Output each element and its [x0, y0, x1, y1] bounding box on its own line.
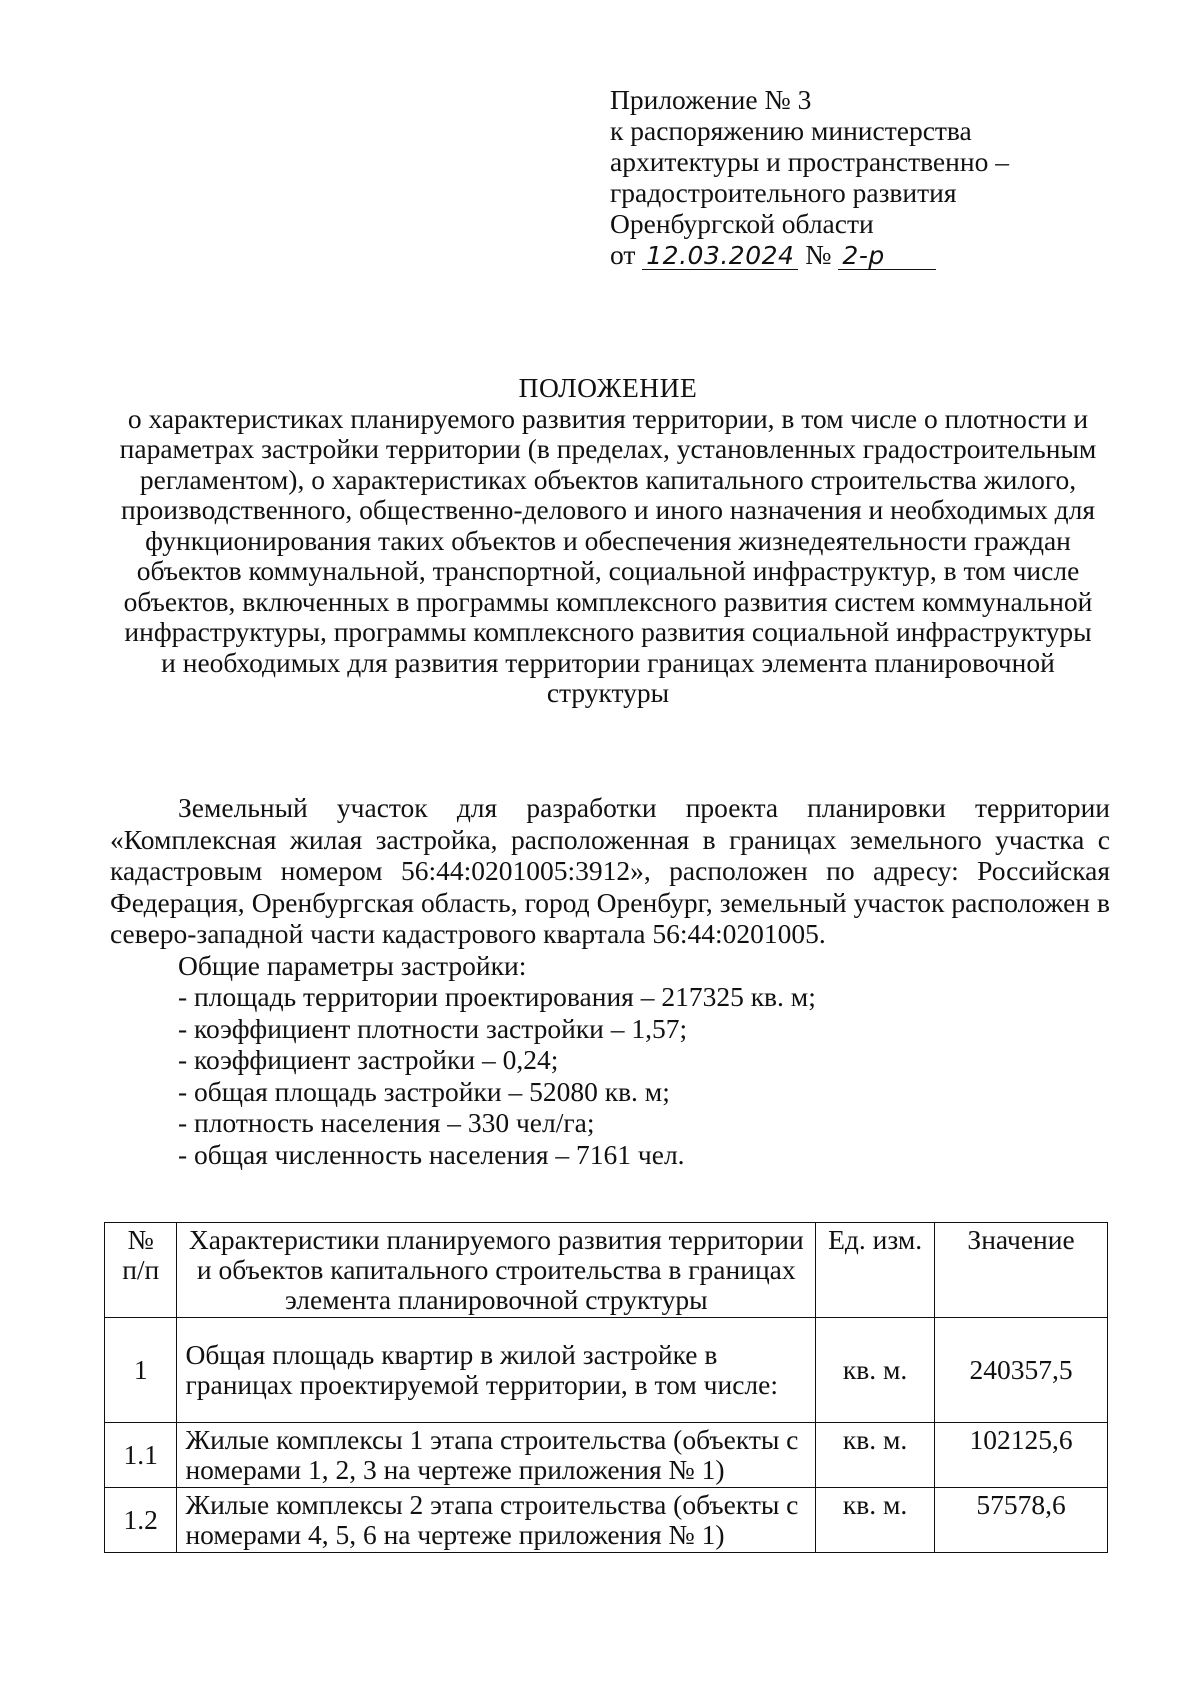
title-line: объектов коммунальной, транспортной, социальной инфраструктур, в том числе: [136, 555, 1080, 586]
appendix-line: архитектуры и пространственно –: [610, 146, 1009, 177]
number-label: №: [805, 239, 832, 270]
characteristics-table: [104, 1222, 1108, 1553]
document-title: [108, 373, 1108, 709]
handwritten-number: 2-р: [838, 243, 936, 270]
header-num: № п/п: [105, 1223, 177, 1318]
appendix-header: [610, 84, 1009, 270]
param-item: - плотность населения – 330 чел/га;: [178, 1107, 595, 1138]
row-value: 102125,6: [935, 1423, 1108, 1488]
params-list: [110, 981, 1110, 1170]
row-unit: кв. м.: [816, 1318, 935, 1423]
appendix-line: Оренбургской области: [610, 208, 874, 239]
row-num: 1: [105, 1318, 177, 1423]
document-body: [110, 792, 1110, 1170]
header-unit: Ед. изм.: [816, 1223, 935, 1318]
row-desc: Общая площадь квартир в жилой застройке в границах проектируемой территории, в том числе:: [177, 1318, 816, 1423]
param-item: - площадь территории проектирования – 217325 кв. м;: [178, 981, 816, 1012]
param-item: - коэффициент плотности застройки – 1,57;: [178, 1012, 688, 1044]
header-desc: Характеристики планируемого развития территории и объектов капитального строительства в границах элемента планировочной структуры: [177, 1223, 816, 1318]
title-line: структуры: [546, 677, 670, 708]
params-heading: Общие параметры застройки:: [178, 949, 527, 981]
row-unit: кв. м.: [816, 1488, 935, 1553]
row-num: 1.1: [105, 1423, 177, 1488]
appendix-line: градостроительного развития: [610, 177, 957, 208]
row-num: 1.2: [105, 1488, 177, 1553]
table-row: [105, 1488, 1108, 1553]
handwritten-date: 12.03.2024: [642, 243, 798, 270]
title-line: производственного, общественно-делового и иного назначения и необходимых для: [121, 494, 1095, 525]
title-line: о характеристиках планируемого развития территории, в том числе о плотности и: [127, 402, 1089, 434]
row-value: 240357,5: [935, 1318, 1108, 1423]
row-desc: Жилые комплексы 1 этапа строительства (объекты с номерами 1, 2, 3 на чертеже приложения № 1): [177, 1423, 816, 1488]
param-item: - общая численность населения – 7161 чел.: [178, 1138, 685, 1170]
appendix-line: Приложение № 3: [610, 84, 812, 115]
title-line: инфраструктуры, программы комплексного развития социальной инфраструктуры: [124, 616, 1092, 647]
param-item: - коэффициент застройки – 0,24;: [178, 1044, 559, 1075]
title-line: и необходимых для развития территории границах элемента планировочной: [161, 646, 1055, 678]
title-heading: ПОЛОЖЕНИЕ: [518, 372, 698, 403]
param-item: - общая площадь застройки – 52080 кв. м;: [178, 1075, 670, 1107]
title-line: регламентом), о характеристиках объектов капитального строительства жилого,: [139, 463, 1077, 495]
row-unit: кв. м.: [816, 1423, 935, 1488]
from-label: от: [610, 239, 636, 270]
header-value: Значение: [935, 1223, 1108, 1318]
title-line: объектов, включенных в программы комплексного развития систем коммунальной: [123, 585, 1093, 617]
row-desc: Жилые комплексы 2 этапа строительства (объекты с номерами 4, 5, 6 на чертеже приложения № 1): [177, 1488, 816, 1553]
table-header-row: [105, 1223, 1108, 1318]
body-paragraph: Земельный участок для разработки проекта планировки территории «Комплексная жилая застройка, расположенная в границах земельного участка с кадастровым номером 56:44:0201005:3912», расположен по адресу: Российская Федерация, Оренбургская область, город Оренбург, земельный участок расположен в северо-западной части кадастрового квартала 56:44:0201005.: [110, 792, 1110, 949]
appendix-date-line: [610, 239, 1009, 270]
row-value: 57578,6: [935, 1488, 1108, 1553]
title-line: параметрах застройки территории (в пределах, установленных градостроительным: [119, 433, 1097, 464]
table-row: [105, 1318, 1108, 1423]
table-row: [105, 1423, 1108, 1488]
title-line: функционирования таких объектов и обеспечения жизнедеятельности граждан: [145, 524, 1071, 556]
appendix-line: к распоряжению министерства: [610, 115, 972, 146]
